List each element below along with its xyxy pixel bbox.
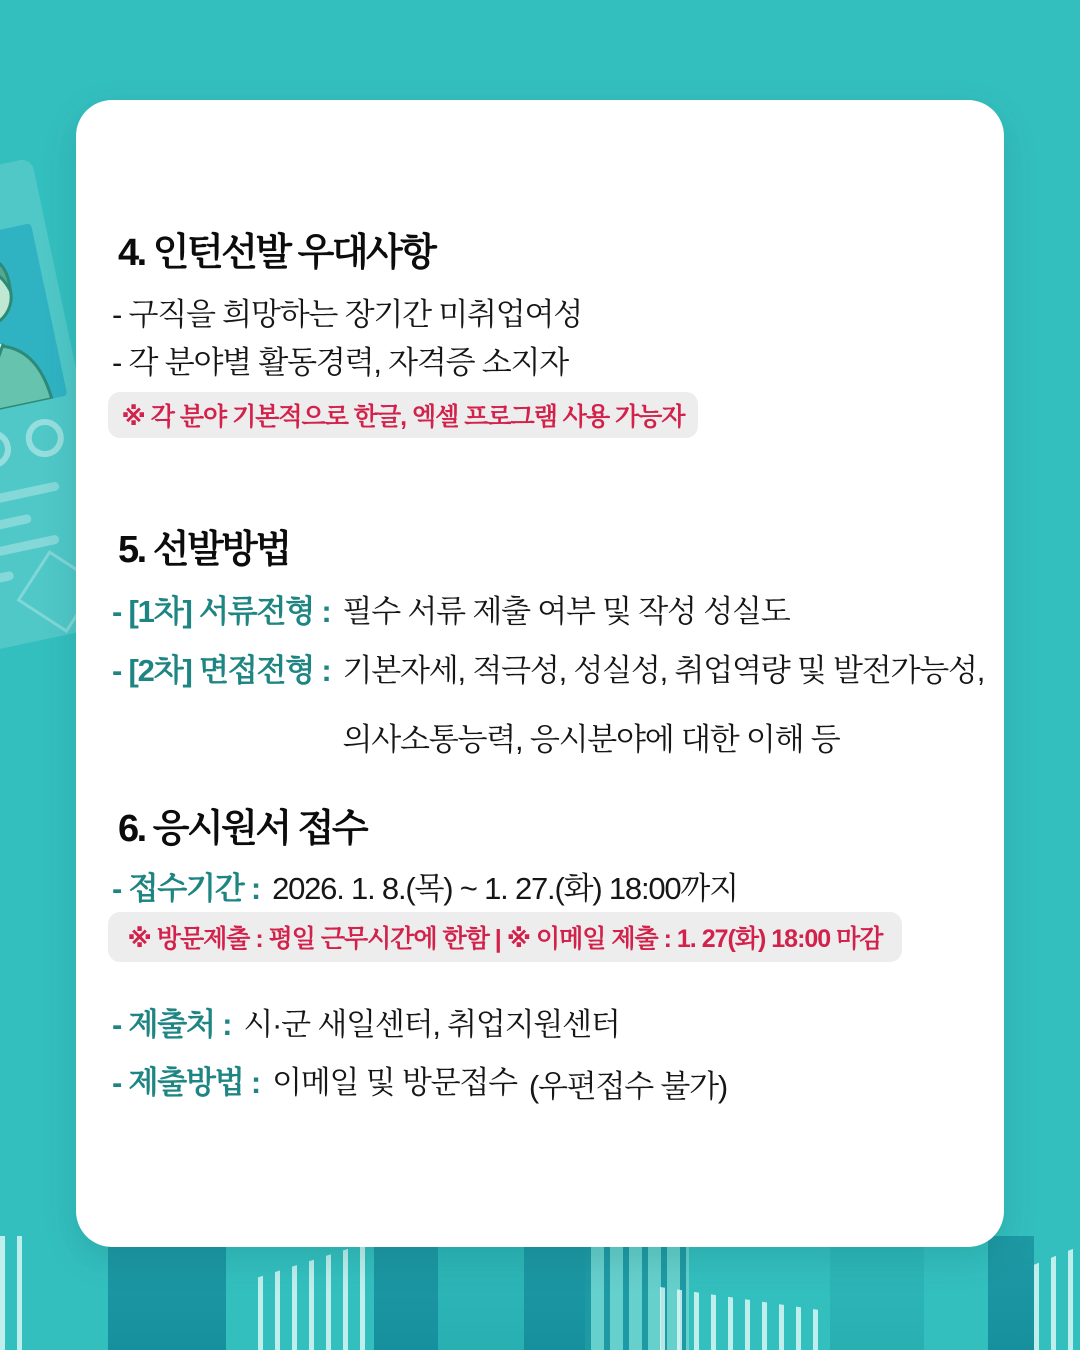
building-shape <box>258 1240 376 1350</box>
section5-item-1 <box>112 586 789 631</box>
section6-item-2 <box>112 999 620 1044</box>
section6-item3-label: - 제출방법 : <box>112 1065 261 1100</box>
buildings-illustration <box>0 1236 1080 1350</box>
dots-illustration <box>0 415 67 483</box>
building-shape <box>524 1236 590 1350</box>
section5-item2-label: - [2차] 면접전형 : <box>112 653 331 688</box>
section6-item-3 <box>112 1057 727 1106</box>
section6-heading: 6. 응시원서 접수 <box>118 808 367 850</box>
section4-note-text: ※ 각 분야 기본적으로 한글, 엑셀 프로그램 사용 가능자 <box>121 403 685 431</box>
section6-item2-text: 시·군 새일센터, 취업지원센터 <box>243 1007 620 1042</box>
building-shape <box>988 1236 1034 1350</box>
portrait-photo-illustration <box>0 223 67 425</box>
section4-note-box <box>108 392 698 438</box>
woman-portrait-icon <box>0 223 67 425</box>
section4-heading: 4. 인턴선발 우대사항 <box>118 232 435 274</box>
section5-heading: 5. 선발방법 <box>118 529 290 571</box>
section6-note-text: ※ 방문제출 : 평일 근무시간에 한함 | ※ 이메일 제출 : 1. 27(화) 18:00 마감 <box>127 925 883 953</box>
building-shape <box>0 1236 26 1350</box>
section6-item3-text: 이메일 및 방문접수 <box>272 1065 517 1100</box>
section6-item1-label: - 접수기간 : <box>112 871 261 906</box>
section4-bullet-2: - 각 분야별 활동경력, 자격증 소지자 <box>112 345 569 380</box>
section6-item3-suffix: (우편접수 불가) <box>528 1069 727 1104</box>
section6-item1-text: 2026. 1. 8.(목) ~ 1. 27.(화) 18:00까지 <box>272 871 738 906</box>
section5-item2-text-line2: 의사소통능력, 응시분야에 대한 이해 등 <box>342 722 840 757</box>
building-shape <box>830 1236 924 1350</box>
building-shape <box>108 1236 226 1350</box>
section5-item1-label: - [1차] 서류전형 : <box>112 594 331 629</box>
section5-item-2 <box>112 645 984 759</box>
section6-item-1 <box>112 863 738 908</box>
section6-item2-label: - 제출처 : <box>112 1007 232 1042</box>
section5-item2-text-line1: 기본자세, 적극성, 성실성, 취업역량 및 발전가능성, <box>342 653 985 688</box>
line-decoration <box>0 571 15 621</box>
building-shape <box>438 1236 524 1350</box>
dot-icon <box>22 415 67 460</box>
dot-icon <box>0 427 14 472</box>
section4-bullet-1: - 구직을 희망하는 장기간 미취업여성 <box>112 297 582 332</box>
section6-note-box <box>108 912 902 962</box>
section5-item1-text: 필수 서류 제출 여부 및 작성 성실도 <box>342 594 790 629</box>
building-shape <box>374 1238 438 1350</box>
building-shape <box>1034 1246 1080 1350</box>
